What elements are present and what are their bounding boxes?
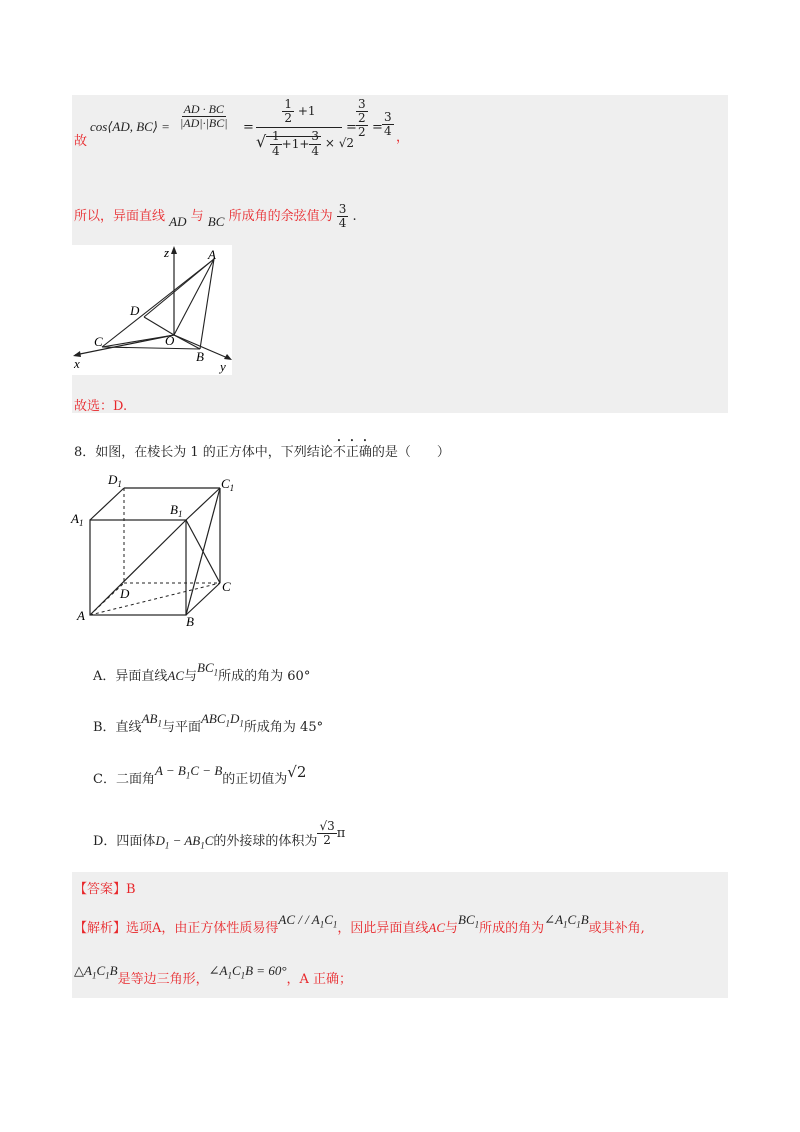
final-den: 4 [384, 124, 392, 139]
answer-choice: 故选：D. [74, 399, 128, 414]
option-b-tail: 所成角为 45° [243, 720, 324, 735]
label-cube-A: A [77, 608, 85, 623]
analysis-line-1 [74, 912, 645, 938]
option-b-m2: $ABC_1D_1$ [200, 711, 244, 729]
conclusion-mid1: 与 [190, 209, 204, 225]
option-d-vden: 2 [323, 833, 331, 848]
half-num: 1 [284, 97, 293, 111]
answer-label: 【答案】B [74, 882, 136, 897]
analysis-1d: 所成的角为 [479, 921, 545, 936]
gu-label: 故 [74, 134, 88, 149]
conclusion-den: 4 [338, 216, 347, 231]
question-emphasis: 不正确 [332, 445, 372, 460]
root-den2: 4 [311, 143, 320, 158]
analysis-line-2 [74, 963, 353, 989]
analysis-1c: 与 [445, 921, 459, 936]
analysis-bc1: $BC_1$ [458, 912, 480, 930]
label-C1: $C_1$ [221, 476, 235, 493]
label-O: O [165, 333, 175, 348]
analysis-triangle: $\triangle A_1C_1B$ [74, 963, 118, 981]
result-fraction [356, 98, 368, 140]
label-cube-B: B [186, 614, 194, 629]
coordinate-svg [72, 245, 232, 375]
root-plus: +1+ [281, 136, 310, 151]
question-tail: 的是（ ） [371, 445, 450, 460]
option-b-label: B．直线 [93, 720, 142, 735]
plus-one: +1 [297, 104, 316, 119]
analysis-1a: 选项A，由正方体性质易得 [126, 921, 279, 936]
final-num: 3 [384, 110, 392, 124]
conclusion-pre: 所以，异面直线 [74, 209, 166, 225]
final-fraction [382, 111, 394, 138]
option-d-vnum: √3 [319, 819, 335, 833]
analysis-1b: ，因此异面直线 [337, 921, 429, 936]
eq-1: = [243, 120, 254, 135]
cos-fraction-main [178, 103, 230, 130]
option-d-tail: 的外接球的体积为 [213, 834, 318, 850]
label-D: D [130, 303, 140, 318]
option-a-label: A．异面直线 [93, 669, 168, 684]
big-fraction: $\frac{1}{2}$ +1 √ $\frac{1}{4}$ +1+ $\frac{3}{4}$ × √2 [256, 97, 355, 158]
label-C: C [94, 334, 103, 349]
label-A1: $A_1$ [71, 511, 84, 528]
option-c-tail: 的正切值为 [222, 772, 288, 787]
abs-product: |AD|·|BC| [180, 116, 228, 131]
root-num1: 1 [272, 129, 280, 144]
label-A: A [208, 247, 216, 262]
line-bc: BC [207, 214, 225, 230]
root-den1: 4 [272, 143, 280, 158]
label-x: x [74, 356, 80, 371]
option-d [93, 819, 346, 855]
analysis-angle1: $\angle A_1C_1B$ [544, 912, 589, 930]
label-y: y [220, 359, 226, 374]
option-c-root: √2 [287, 763, 307, 781]
analysis-ac: AC [428, 920, 446, 935]
analysis-2a: 是等边三角形， [117, 972, 209, 987]
res-mid: 2 [358, 111, 366, 126]
conclusion-num: 3 [338, 202, 347, 216]
question-text: 8．如图，在棱长为 1 的正方体中，下列结论 [74, 445, 333, 460]
times-root2: × √2 [324, 136, 355, 151]
label-B1: $B_1$ [170, 502, 183, 519]
conclusion-line [74, 203, 357, 230]
question-8 [74, 437, 450, 460]
option-b-mid: 与平面 [161, 720, 201, 735]
eq-3: = [372, 120, 383, 135]
label-cube-D: D [120, 586, 130, 601]
formula-comma: ， [396, 130, 410, 145]
figure-coordinate-diagram [72, 245, 232, 375]
option-c-m1: $A - B_1C - B$ [154, 763, 223, 781]
option-d-pi: π [336, 826, 346, 842]
figure-cube [68, 470, 248, 630]
dot-product: AD · BC [183, 102, 224, 116]
option-a-m2: $BC_1$ [197, 660, 219, 678]
option-c [93, 763, 307, 789]
root-num2: 3 [311, 129, 320, 144]
half-den: 2 [284, 111, 293, 126]
ac-parallel: AC / / $A_1C_1$ [278, 912, 338, 930]
option-b [93, 711, 324, 737]
res-num: 3 [358, 97, 366, 111]
cube-svg [68, 470, 248, 630]
res-den: 2 [358, 125, 366, 140]
option-d-m1: $D_1 - AB_1C$ [155, 833, 214, 851]
option-a-tail: 所成的角为 60° [218, 669, 311, 684]
cos-formula [90, 119, 170, 135]
label-z: z [164, 245, 170, 260]
label-B: B [196, 349, 204, 364]
conclusion-end: . [352, 209, 357, 225]
option-a-m1: AC [167, 668, 185, 683]
eq-2: = [346, 120, 357, 135]
analysis-label: 【解析】 [74, 921, 127, 936]
analysis-angle2: $\angle A_1C_1B = 60^\circ$ [208, 963, 287, 981]
label-cube-C: C [222, 579, 231, 594]
conclusion-mid2: 所成角的余弦值为 [228, 209, 333, 225]
option-d-label: D．四面体 [93, 834, 156, 850]
analysis-1e: 或其补角, [588, 921, 645, 936]
option-a [93, 660, 311, 686]
analysis-2b: ，A 正确； [286, 972, 353, 987]
line-ad: AD [169, 214, 187, 230]
label-D1: $D_1$ [108, 472, 122, 489]
cos-left: cos⟨AD, BC⟩ = [90, 119, 170, 134]
option-a-mid: 与 [184, 669, 198, 684]
option-b-m1: $AB_1$ [141, 711, 162, 729]
option-c-label: C．二面角 [93, 772, 155, 787]
